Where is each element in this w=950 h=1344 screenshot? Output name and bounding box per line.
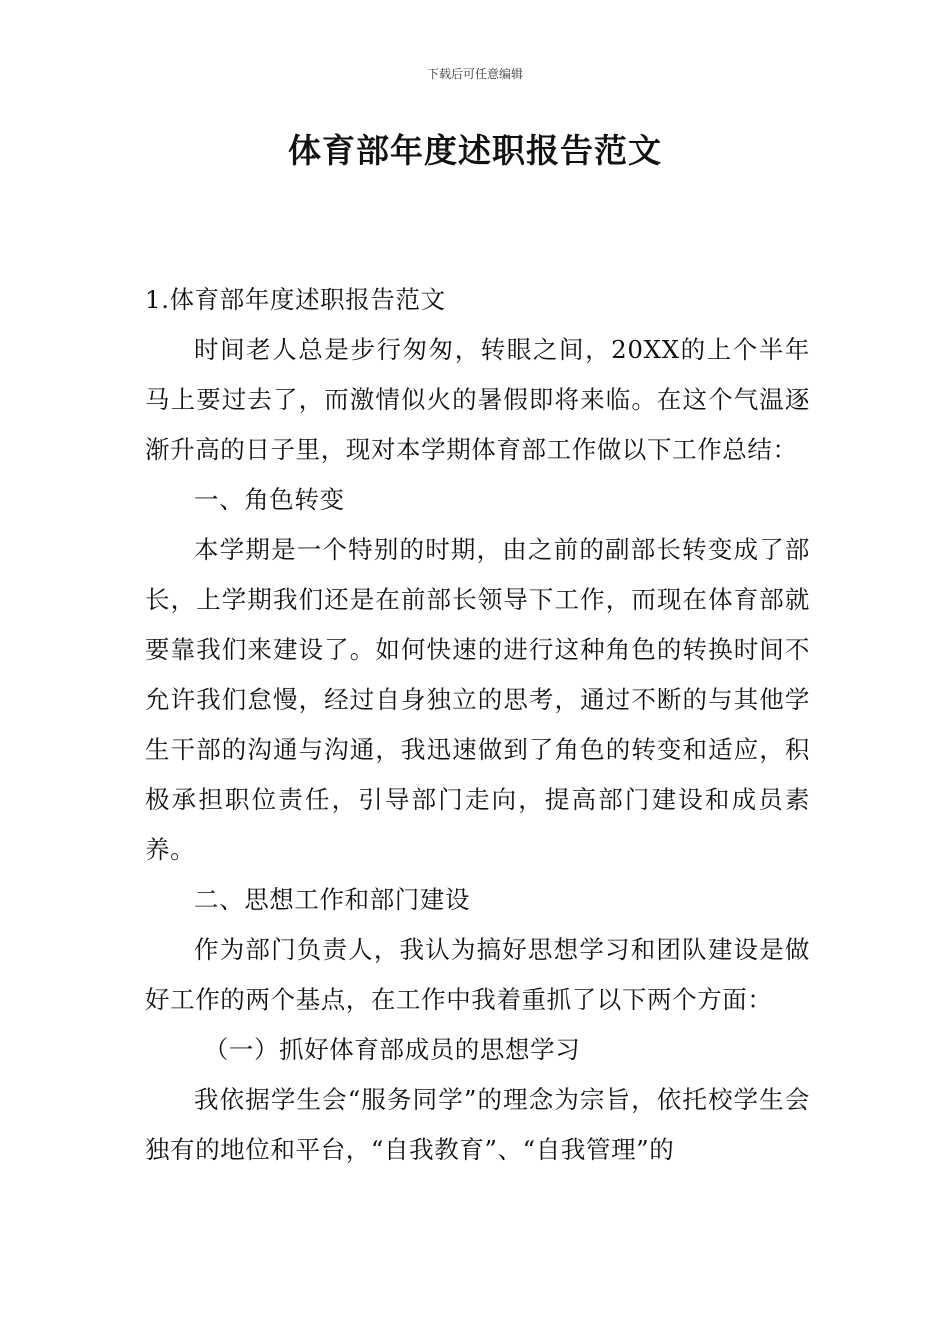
page-header: 下载后可任意编辑 bbox=[426, 67, 523, 81]
paragraph: 本学期是一个特别的时期，由之前的副部长转变成了部长，上学期我们还是在前部长领导下工作，而现在体育部就要靠我们来建设了。如何快速的进行这种角色的转换时间不允许我们怠慢，经过自身独立的思考，通过不断的与其他学生干部的沟通与沟通，我迅速做到了角色的转变和适应，积极承担职位责任，引导部门走向，提高部门建设和成员素养。 bbox=[145, 535, 810, 864]
document-body bbox=[145, 275, 810, 1175]
document-title: 体育部年度述职报告范文 bbox=[288, 131, 662, 170]
subheading: 一、角色转变 bbox=[194, 485, 345, 514]
paragraph: 时间老人总是步行匆匆，转眼之间，20XX的上个半年马上要过去了，而激情似火的暑假即将来临。在这个气温逐渐升高的日子里，现对本学期体育部工作做以下工作总结： bbox=[145, 335, 810, 464]
section-heading: 1.体育部年度述职报告范文 bbox=[145, 285, 446, 314]
subheading: （一）抓好体育部成员的思想学习 bbox=[203, 1035, 581, 1064]
paragraph: 作为部门负责人，我认为搞好思想学习和团队建设是做好工作的两个基点，在工作中我着重抓了以下两个方面： bbox=[145, 935, 810, 1014]
paragraph: 我依据学生会“服务同学”的理念为宗旨，依托校学生会独有的地位和平台，“自我教育”、“自我管理”的 bbox=[145, 1085, 810, 1164]
subheading: 二、思想工作和部门建设 bbox=[194, 885, 471, 914]
